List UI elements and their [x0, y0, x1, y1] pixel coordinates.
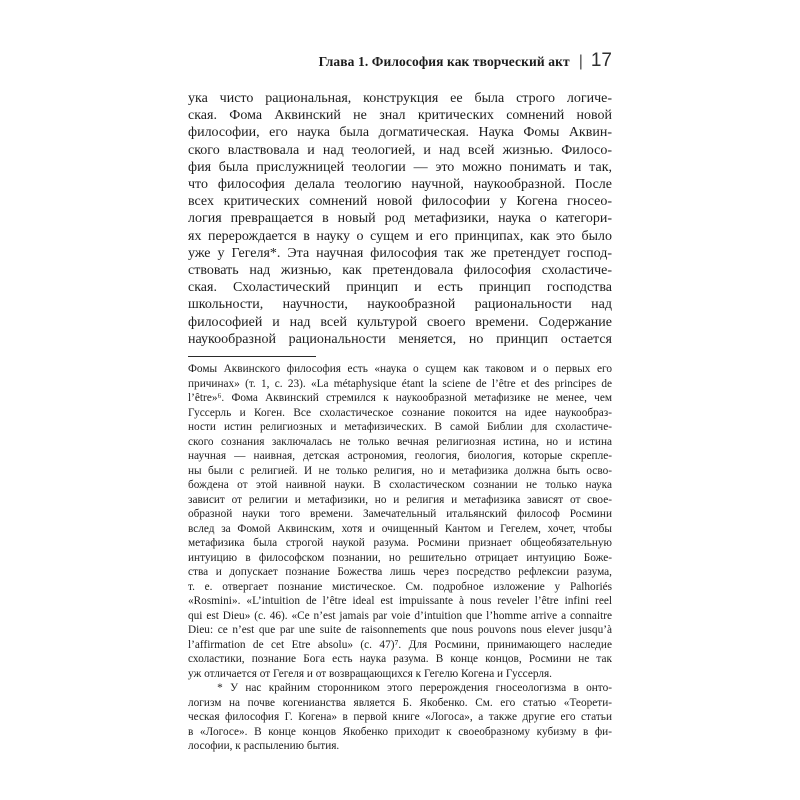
- header-divider: |: [578, 53, 583, 70]
- text-line: qui est Dieu» (c. 46). «Ce n’est jamais par voie d’intuition que l’homme arrive a connaitre: [188, 609, 612, 622]
- text-line: Фомы Аквинского философия есть «наука о сущем как таковом и о первых его: [188, 363, 612, 375]
- text-line: философии, его наука была догматическая. Наука Фомы Аквин-: [188, 125, 612, 141]
- text-line: ская. Схоластический принцип и есть принцип господства: [188, 280, 612, 296]
- text-line: вслед за Фомой Аквинским, хотя и очищенный Кантом и Гегелем, хочет, чтобы: [188, 522, 612, 535]
- footnote-separator: [188, 356, 316, 357]
- text-line: т. е. отвергает познание мистическое. См. подробное изложение у Palhoriés: [188, 580, 612, 593]
- text-line: причинах» (т. 1, с. 23). «La métaphysique étant la sciene de l’être et des principes de: [188, 377, 612, 390]
- text-line: ства и допускает познание Божества лишь через посредство рефлексии разума,: [188, 566, 612, 578]
- text-line: бождена от этой наивной науки. В схоластическом сознании не только наука: [188, 479, 612, 491]
- chapter-title: Глава 1. Философия как творческий акт: [318, 54, 570, 69]
- text-line: «Rosmini». «L’intuition de l’être ideal est impuissante à nous reveler l’être infini reel: [188, 595, 612, 607]
- text-line: l’affirmation de cet Etre absolu» (c. 47)⁷. Для Росмини, принимающего наследие: [188, 638, 612, 651]
- text-line: школьности, научности, наукообразной рациональности над: [188, 297, 612, 313]
- footnote-continuation: [188, 362, 612, 681]
- text-line: уже у Гегеля*. Эта научная философия так же претендует господ-: [188, 245, 612, 261]
- text-line: ствовать над жизнью, как претендовала философия схоластиче-: [188, 263, 612, 279]
- text-line: ского сознания заключалась не только вечная религиозная истина, но и истина: [188, 435, 612, 448]
- text-line: ны были с религией. И не только религия, но и метафизика должна быть осво-: [188, 464, 612, 477]
- text-line: ская. Фома Аквинский не знал критических сомнений новой: [188, 108, 612, 124]
- text-line: философией и над всей культурой своего времени. Содержание: [188, 314, 612, 330]
- text-line: лософии, к распылению бытия.: [188, 740, 340, 752]
- text-line: научная — наивная, детская астрономия, геология, биология, которые скрепле-: [188, 450, 612, 462]
- text-line: фия была прислужницей теологии — это можно понимать и так,: [188, 159, 612, 175]
- text-line: * У нас крайним сторонником этого перерождения гносеологизма в онто-: [188, 682, 612, 694]
- text-line: уж отличается от Гегеля и от возвращающихся к Гегелю Когена и Гуссерля.: [188, 667, 552, 680]
- text-line: интуицию в философском познании, но решительно отрицает интуицию Боже-: [188, 551, 612, 564]
- text-line: ука чисто рациональная, конструкция ее была строго логиче-: [188, 91, 612, 106]
- text-line: наукообразной рациональности меняется, но принцип остается: [188, 331, 612, 347]
- page-number: 17: [590, 50, 612, 71]
- text-line: метафизика была строгой наукой разума. Росмини признает общеобязательную: [188, 537, 612, 549]
- text-line: ях перерождается в науку о сущем и его принципах, как это было: [188, 228, 612, 244]
- main-paragraph: [188, 90, 612, 348]
- text-line: образной науки того времени. Замечательный итальянский философ Росмини: [188, 508, 612, 520]
- text-line: логизм на почве когенианства является Б. Якобенко. См. его статью «Теорети-: [188, 696, 612, 709]
- text-line: что философия делала теологию научной, наукообразной. После: [188, 177, 612, 193]
- text-line: в «Логосе». В конце концов Якобенко приходит к своеобразному кубизму в фи-: [188, 725, 612, 738]
- text-line: всех критических сомнений новой философии у Когена гносео-: [188, 194, 612, 210]
- text-line: зависит от религии и метафизики, но и религия и метафизика зависят от свое-: [188, 493, 612, 506]
- footnotes-block: [188, 362, 612, 754]
- text-line: схоластики, познание Бога есть наука разума. В конце концов, Росмини не так: [188, 653, 612, 665]
- text-line: ности истин религиозных и метафизических. В самой Библии для схоластиче-: [188, 421, 612, 433]
- text-line: l’être»⁶. Фома Аквинский стремился к наукообразной метафизике не менее, чем: [188, 392, 612, 404]
- footnote-asterisk: [188, 681, 612, 754]
- text-line: ческая философия Г. Когена» в первой книге «Логоса», а также другие его статьи: [188, 711, 612, 723]
- text-line: логия превращается в новый род метафизики, наука о категори-: [188, 211, 612, 227]
- running-header: [188, 50, 612, 72]
- text-line: ского властвовала и над теологией, и над всей жизнью. Филосо-: [188, 142, 612, 158]
- text-line: Dieu: ce n’est que par une suite de raisonnements que nous pouvons nous elever jusqu’à: [188, 624, 612, 636]
- text-line: Гуссерль и Коген. Все схоластическое сознание покоится на идее наукообраз-: [188, 406, 612, 419]
